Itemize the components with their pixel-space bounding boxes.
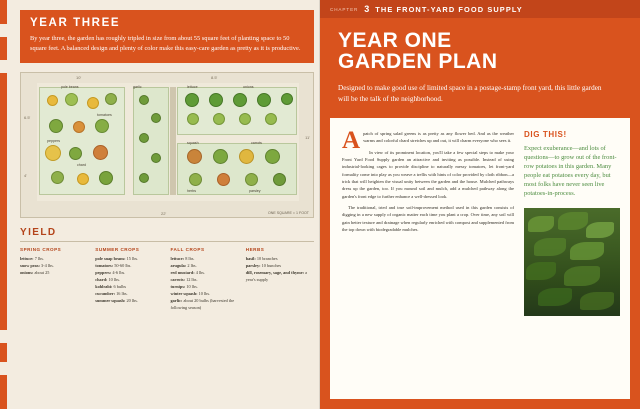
article-paragraph-1: A patch of spring salad greens is as pretty as any flower bed. And as the weather warms and colorful chard stretches up and out, it will charm everyone who sees it.: [342, 127, 514, 154]
plant-symbol: [185, 93, 199, 107]
yield-item: winter squash: 10 lbs.: [170, 291, 211, 297]
plant-symbol: [217, 173, 230, 186]
plant-symbol: [69, 147, 82, 160]
yield-item: snow peas: 3-4 lbs.: [20, 262, 54, 268]
yield-column-spring: [20, 247, 88, 312]
yield-columns: [20, 247, 314, 312]
yield-item: carrots: 12 lbs.: [170, 277, 198, 283]
yield-item: onions: about 25: [20, 270, 50, 275]
plant-symbol: [105, 93, 117, 105]
plant-symbol: [65, 93, 78, 106]
yield-column-title: HERBS: [245, 246, 265, 252]
plant-symbol: [95, 119, 109, 133]
plant-symbol: [273, 173, 286, 186]
yield-list: [246, 255, 314, 283]
plant-symbol: [51, 171, 64, 184]
yield-column-herbs: [246, 247, 314, 312]
yield-item: turnips: 10 lbs.: [170, 284, 198, 290]
plant-symbol: [265, 149, 280, 164]
plant-symbol: [265, 113, 277, 125]
yield-item: tomatoes: 50-60 lbs.: [95, 262, 132, 268]
yield-list: [20, 255, 88, 276]
yield-column-title: SUMMER CROPS: [95, 246, 140, 252]
yield-item: pole snap beans: 15 lbs.: [95, 255, 139, 261]
yield-item: red mustard: 4 lbs.: [170, 270, 206, 275]
plant-symbol: [187, 149, 202, 164]
plan-canvas: pole beans tomatoes peppers chard garlic lettuce onions squash carrots herbs parsley: [37, 83, 299, 201]
yield-item: lettuce: 8 lbs.: [170, 255, 195, 261]
yield-column-fall: [171, 247, 239, 312]
garden-photo: [524, 208, 620, 316]
chapter-number: 3: [364, 4, 370, 14]
chapter-bar: [320, 0, 640, 18]
plant-symbol: [151, 113, 161, 123]
year-three-heading: YEAR THREE: [30, 17, 121, 29]
article-main-column: [342, 127, 514, 399]
plant-symbol: [239, 149, 254, 164]
yield-item: garlic: about 20 bulbs (harvested the following season): [170, 298, 235, 311]
article-side-column: [524, 130, 620, 399]
yield-item: cucumber: 16 lbs.: [95, 291, 128, 297]
plant-symbol: [209, 93, 223, 107]
plant-symbol: [139, 133, 149, 143]
yield-column-title: SPRING CROPS: [20, 246, 62, 252]
plant-symbol: [213, 149, 228, 164]
chapter-word: CHAPTER: [330, 6, 359, 12]
chapter-title: THE FRONT-YARD FOOD SUPPLY: [375, 4, 523, 14]
plant-symbol: [99, 171, 113, 185]
left-page-color-rail: [0, 0, 7, 409]
article-paragraph-2: In view of its prominent location, you'll take a few special steps to make your Front Yard Food Supply garden an attractive and inviting as possible. Instead of using industrial-looking cages to provide discipline to naturally messy tomatoes, let front-yard formality come into play as you weave a trellis with hints of color provided by cloth ribbon—a trick that will heighten the visual unity between the garden and the house. Mulched pathways dress up the garden, too. If you mound soil and mulch, add a mulched pathway along the garden's front edge to further enhance a well-dressed look.: [342, 149, 514, 199]
yield-divider: [20, 241, 314, 242]
yield-column-title: FALL CROPS: [170, 246, 205, 252]
page-deck: Designed to make good use of limited space in a postage-stamp front yard, this little garden will be the talk of the neighborhood.: [338, 83, 602, 103]
yield-item: summer squash: 20 lbs.: [95, 298, 138, 304]
plan-dim-top-a: 10': [76, 74, 82, 80]
yield-heading: YIELD: [20, 226, 57, 238]
yield-item: arugula: 2 lbs.: [170, 262, 197, 268]
yield-item: lettuce: 7 lbs.: [20, 255, 44, 261]
page-title: [338, 30, 624, 73]
article-body: [342, 127, 514, 233]
yield-item: chard: 10 lbs.: [95, 277, 120, 283]
year-three-body: By year three, the garden has roughly tripled in size from about 55 square feet of planting space to 50 square feet. A balanced design and plenty of color make this easy-care garden as pretty as it is productive.: [30, 35, 301, 52]
yield-column-summer: [95, 247, 163, 312]
plant-symbol: [87, 97, 99, 109]
plant-symbol: [45, 145, 61, 161]
yield-list: [171, 255, 239, 312]
year-three-banner: [20, 10, 314, 63]
plant-symbol: [139, 95, 149, 105]
article-paragraph-3: The traditional, tried and true soil-improvement method used in this garden consists of digging in a new supply of organic matter each time you plant a crop. Over time, any soil will gain better texture and drainage when regularly enriched with compost and supplemented from the top down with biodegradable mulches.: [342, 204, 514, 232]
dig-this-heading: DIG THIS!: [524, 130, 567, 139]
yield-item: basil: 10 branches: [245, 255, 278, 261]
article-panel: [330, 118, 630, 399]
plan-dim-right: 11': [305, 134, 310, 140]
plan-scale-caption: ONE SQUARE = 1 FOOT: [267, 210, 309, 215]
plan-dim-top-b: 8.5': [211, 74, 218, 80]
plant-symbol: [213, 113, 225, 125]
page-title-line1: YEAR ONE: [338, 29, 452, 52]
plan-dim-bottom: 22': [161, 210, 167, 216]
yield-item: parsley: 10 bunches: [245, 262, 282, 268]
page-title-line2: GARDEN PLAN: [338, 50, 498, 74]
plant-symbol: [93, 145, 108, 160]
plant-symbol: [239, 113, 251, 125]
plant-symbol: [47, 95, 58, 106]
plant-symbol: [151, 153, 161, 163]
plan-dim-left-top: 6.5': [24, 114, 31, 120]
plant-symbol: [49, 119, 63, 133]
plan-dim-left-bottom: 4': [24, 172, 27, 178]
right-page-header: [320, 18, 640, 104]
plant-symbol: [77, 173, 89, 185]
garden-plan-illustration: [20, 72, 314, 218]
plant-symbol: [189, 173, 202, 186]
plant-symbol: [139, 173, 149, 183]
yield-item: peppers: 4-6 lbs.: [95, 270, 126, 275]
plant-symbol: [245, 173, 258, 186]
yield-list: [95, 255, 163, 305]
plant-symbol: [233, 93, 247, 107]
plan-path: [170, 87, 176, 195]
yield-item: kohlrabi: 6 bulbs: [95, 284, 127, 290]
dig-this-body: Expect exuberance—and lots of questions—to grow out of the front-row potatoes in this garden. Many people eat potatoes every day, but most folks have never seen live potatoes-in-process.: [524, 145, 617, 198]
yield-item: dill, rosemary, sage, and thyme: a year's supply: [245, 270, 308, 283]
plant-symbol: [281, 93, 293, 105]
plant-symbol: [73, 121, 85, 133]
plant-symbol: [257, 93, 271, 107]
drop-cap: A: [342, 127, 361, 154]
right-page: [320, 0, 640, 409]
plant-symbol: [187, 113, 199, 125]
